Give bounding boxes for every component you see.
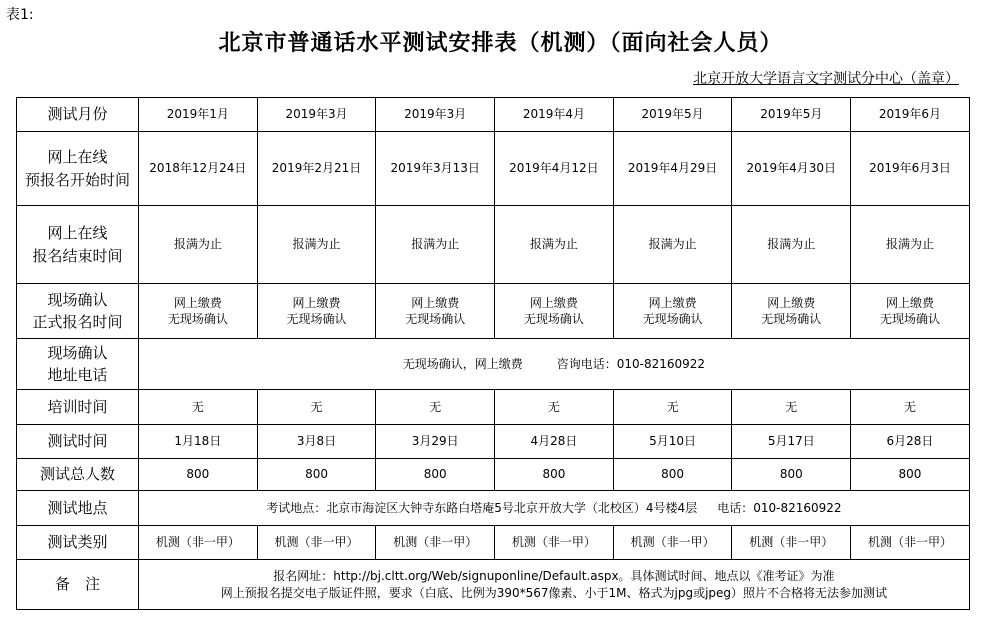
row-header-address-phone	[17, 339, 139, 390]
notes-line: 报名网址：http://bj.cltt.org/Web/signuponline/Default.aspx。具体测试时间、地点以《准考证》为准	[273, 569, 835, 584]
row-notes	[17, 560, 970, 610]
row-header-confirmation	[17, 284, 139, 339]
registration-end-cell: 报满为止	[851, 206, 970, 284]
month-cell: 2019年1月	[139, 98, 258, 132]
category-cell: 机测（非一甲）	[495, 526, 614, 560]
total-cell: 800	[376, 459, 495, 491]
confirmation-cell	[257, 284, 376, 339]
location-cell	[139, 491, 970, 526]
month-cell: 2019年5月	[732, 98, 851, 132]
registration-start-cell: 2019年6月3日	[851, 132, 970, 206]
row-training	[17, 390, 970, 425]
row-header-notes: 备 注	[17, 560, 139, 610]
category-cell: 机测（非一甲）	[257, 526, 376, 560]
row-header-line: 预报名开始时间	[24, 170, 130, 189]
confirmation-line: 网上缴费	[648, 295, 697, 310]
confirmation-cell	[732, 284, 851, 339]
consult-phone: 咨询电话：010-82160922	[556, 356, 706, 371]
organization-name: 北京开放大学语言文字测试分中心（盖章）	[693, 71, 959, 87]
row-total	[17, 459, 970, 491]
row-registration-start	[17, 132, 970, 206]
confirmation-line: 无现场确认	[523, 312, 584, 326]
notes-line: 网上预报名提交电子版证件照，要求（白底、比例为390*567像素、小于1M、格式为jpg或jpeg）照片不合格将无法参加测试	[220, 585, 888, 600]
row-header-category: 测试类别	[17, 526, 139, 560]
confirmation-line: 无现场确认	[879, 312, 940, 326]
row-header-line: 网上在线	[47, 148, 108, 166]
test-time-cell: 6月28日	[851, 425, 970, 459]
row-header-total: 测试总人数	[17, 459, 139, 491]
confirmation-cell	[495, 284, 614, 339]
confirmation-line: 无现场确认	[642, 312, 703, 326]
test-time-cell: 5月17日	[732, 425, 851, 459]
total-cell: 800	[732, 459, 851, 491]
address-text: 无现场确认，网上缴费	[402, 356, 523, 371]
row-header-line: 现场确认	[47, 343, 108, 362]
row-header-registration-start	[17, 132, 139, 206]
row-header-test-time: 测试时间	[17, 425, 139, 459]
row-category	[17, 526, 970, 560]
row-header-line: 报名结束时间	[32, 246, 123, 265]
month-cell: 2019年6月	[851, 98, 970, 132]
confirmation-line: 网上缴费	[173, 295, 222, 310]
training-cell: 无	[376, 390, 495, 425]
test-time-cell: 1月18日	[139, 425, 258, 459]
confirmation-cell	[139, 284, 258, 339]
total-cell: 800	[139, 459, 258, 491]
registration-start-cell: 2019年4月30日	[732, 132, 851, 206]
registration-start-cell: 2019年2月21日	[257, 132, 376, 206]
location-text: 考试地点：北京市海淀区大钟寺东路白塔庵5号北京开放大学（北校区）4号楼4层	[266, 500, 698, 515]
training-cell: 无	[139, 390, 258, 425]
training-cell: 无	[613, 390, 732, 425]
row-header-line: 地址电话	[47, 366, 108, 384]
address-phone-cell	[139, 339, 970, 390]
confirmation-line: 无现场确认	[167, 312, 228, 326]
test-time-cell: 3月29日	[376, 425, 495, 459]
page-title: 北京市普通话水平测试安排表（机测）（面向社会人员）	[218, 31, 783, 56]
confirmation-line: 网上缴费	[767, 295, 816, 310]
registration-end-cell: 报满为止	[495, 206, 614, 284]
training-cell: 无	[495, 390, 614, 425]
category-cell: 机测（非一甲）	[613, 526, 732, 560]
row-confirmation	[17, 284, 970, 339]
confirmation-line: 无现场确认	[286, 312, 347, 326]
registration-end-cell: 报满为止	[732, 206, 851, 284]
test-time-cell: 3月8日	[257, 425, 376, 459]
total-cell: 800	[613, 459, 732, 491]
total-cell: 800	[257, 459, 376, 491]
category-cell: 机测（非一甲）	[732, 526, 851, 560]
confirmation-line: 无现场确认	[761, 312, 822, 326]
row-header-month: 测试月份	[17, 98, 139, 132]
registration-start-cell: 2019年3月13日	[376, 132, 495, 206]
confirmation-cell	[613, 284, 732, 339]
registration-end-cell: 报满为止	[139, 206, 258, 284]
category-cell: 机测（非一甲）	[851, 526, 970, 560]
training-cell: 无	[732, 390, 851, 425]
location-phone: 电话：010-82160922	[717, 500, 842, 515]
month-cell: 2019年4月	[495, 98, 614, 132]
registration-end-cell: 报满为止	[376, 206, 495, 284]
row-registration-end	[17, 206, 970, 284]
row-test-month	[17, 98, 970, 132]
registration-end-cell: 报满为止	[613, 206, 732, 284]
training-cell: 无	[257, 390, 376, 425]
row-header-line: 网上在线	[47, 224, 108, 242]
row-header-registration-end	[17, 206, 139, 284]
row-location	[17, 491, 970, 526]
notes-cell	[139, 560, 970, 610]
row-header-location: 测试地点	[17, 491, 139, 526]
test-time-cell: 4月28日	[495, 425, 614, 459]
registration-start-cell: 2018年12月24日	[139, 132, 258, 206]
month-cell: 2019年3月	[257, 98, 376, 132]
total-cell: 800	[495, 459, 614, 491]
month-cell: 2019年3月	[376, 98, 495, 132]
category-cell: 机测（非一甲）	[376, 526, 495, 560]
total-cell: 800	[851, 459, 970, 491]
row-header-line: 正式报名时间	[32, 313, 123, 331]
row-address-phone	[17, 339, 970, 390]
confirmation-line: 网上缴费	[411, 295, 460, 310]
confirmation-cell	[851, 284, 970, 339]
table-number-label: 表1:	[6, 7, 34, 23]
row-header-line: 现场确认	[47, 290, 108, 309]
confirmation-line: 网上缴费	[529, 295, 578, 310]
test-time-cell: 5月10日	[613, 425, 732, 459]
training-cell: 无	[851, 390, 970, 425]
confirmation-cell	[376, 284, 495, 339]
schedule-table	[16, 97, 970, 610]
confirmation-line: 网上缴费	[885, 295, 934, 310]
row-header-training: 培训时间	[17, 390, 139, 425]
month-cell: 2019年5月	[613, 98, 732, 132]
row-test-time	[17, 425, 970, 459]
category-cell: 机测（非一甲）	[139, 526, 258, 560]
registration-start-cell: 2019年4月29日	[613, 132, 732, 206]
registration-end-cell: 报满为止	[257, 206, 376, 284]
confirmation-line: 无现场确认	[405, 312, 466, 326]
registration-start-cell: 2019年4月12日	[495, 132, 614, 206]
confirmation-line: 网上缴费	[292, 295, 341, 310]
